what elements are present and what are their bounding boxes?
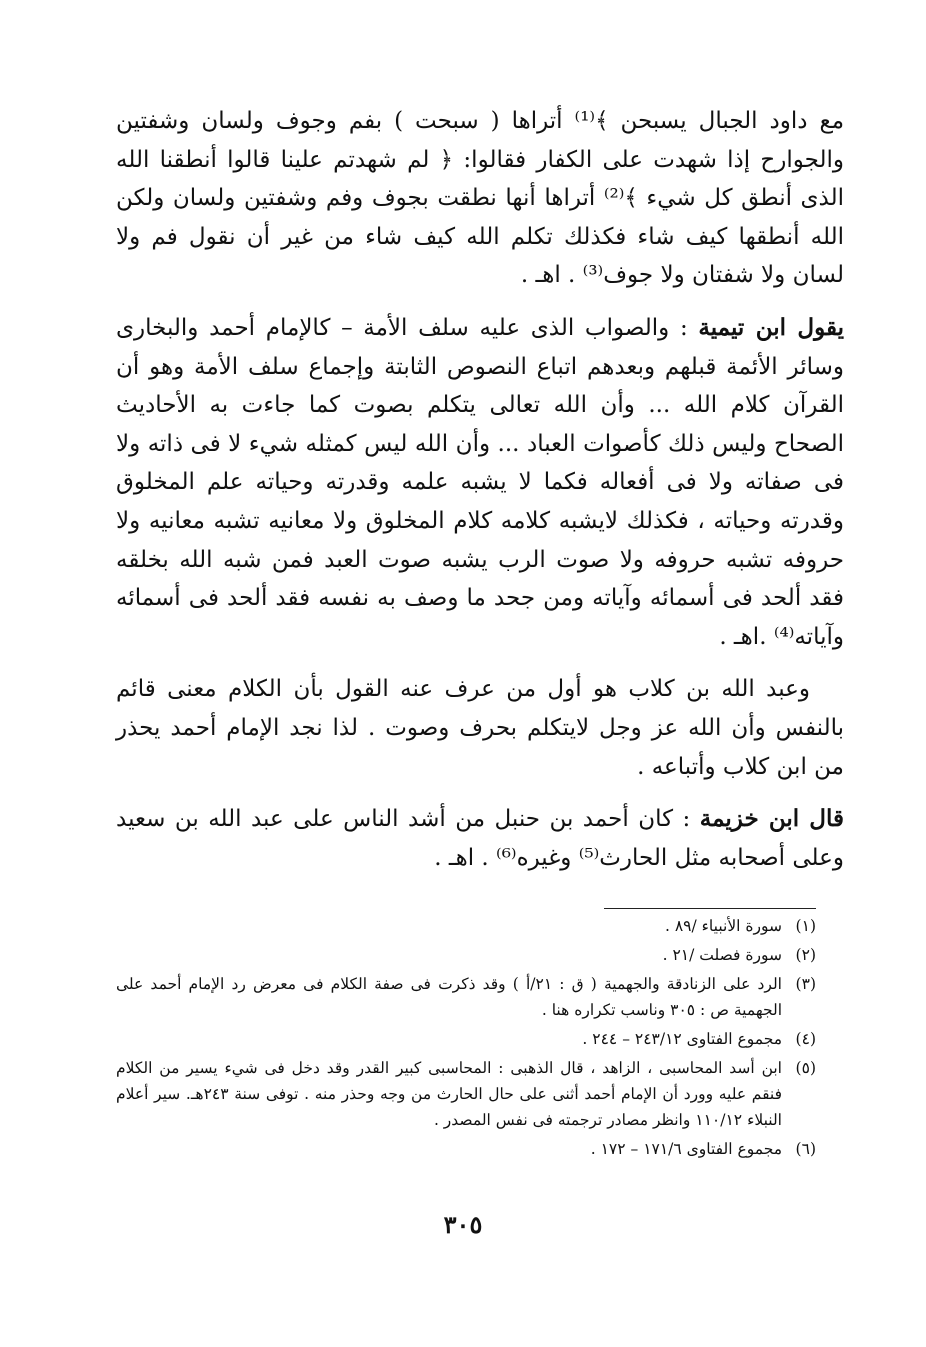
main-text: [116, 102, 844, 891]
paragraph-3: [116, 670, 844, 786]
footnote-text: مجموع الفتاوى ١٧١/٦ – ١٧٢ .: [590, 1140, 782, 1158]
paragraph-2: [116, 309, 844, 656]
footnote-text: مجموع الفتاوى ٢٤٣/١٢ – ٢٤٤ .: [582, 1030, 782, 1048]
paragraph-2-lead: يقول ابن تيمية: [698, 313, 844, 341]
footnote-text: سورة فصلت /٢١ .: [662, 946, 782, 964]
footnote-2: [116, 942, 816, 968]
footnote-number: (١): [795, 917, 816, 935]
footnote-number: (٣): [795, 975, 816, 993]
footnote-5: [116, 1055, 816, 1133]
footnote-6: [116, 1136, 816, 1162]
footnote-4: [116, 1026, 816, 1052]
footnotes: [116, 908, 816, 1165]
paragraph-3-text: وعبد الله بن كلاب هو أول من عرف عنه القول بأن الكلام معنى قائم بالنفس وأن الله عز وجل لايتكلم بحرف وصوت . لذا نجد الإمام أحمد يحذر من ابن كلاب وأتباعه .: [116, 676, 844, 780]
footnote-divider: [604, 908, 816, 909]
paragraph-4-lead: قال ابن خزيمة: [699, 805, 844, 833]
footnote-1: [116, 913, 816, 939]
footnote-text: الرد على الزنادقة والجهمية ( ق : ٢١/أ ) وقد ذكرت فى صفة الكلام فى معرض رد الإمام أحمد على الجهمية ص : ٣٠٥ وناسب تكراره هنا .: [116, 975, 782, 1019]
footnote-3: [116, 971, 816, 1023]
paragraph-1: [116, 102, 844, 295]
page-number: ٣٠٥: [443, 1210, 483, 1239]
footnote-number: (٤): [795, 1030, 816, 1048]
paragraph-4: [116, 800, 844, 877]
footnote-number: (٢): [795, 946, 816, 964]
paragraph-4-text: : كان أحمد بن حنبل من أشد الناس على عبد الله بن سعيد وعلى أصحابه مثل الحارث⁽⁵⁾ وغيره⁽⁶⁾ . اهـ .: [116, 806, 844, 871]
footnote-text: ابن أسد المحاسبى ، الزاهد ، قال الذهبى : المحاسبى كبير القدر وقد دخل فى شيء يسير من الكلام فنقم عليه وورد أن الإمام أحمد أثنى على حال الحارث من وجه وحذر منه . توفى سنة ٢٤٣هـ. سير أعلام النبلاء ١١٠/١٢ وانظر مصادر ترجمته فى نفس المصدر .: [116, 1059, 782, 1129]
paragraph-1-text: مع داود الجبال يسبحن ﴾⁽¹⁾ أتراها ( سبحت ) بفم وجوف ولسان وشفتين والجوارح إذا شهدت على الكفار فقالوا: ﴿ لم شهدتم علينا قالوا أنطقنا الله الذى أنطق كل شيء ﴾⁽²⁾ أتراها أنها نطقت بجوف وفم وشفتين ولسان ولكن الله أنطقها كيف شاء فكذلك تكلم الله كيف شاء من غير أن نقول فم ولا لسان ولا شفتان ولا جوف⁽³⁾ . اهـ .: [116, 108, 845, 289]
footnote-number: (٦): [795, 1140, 816, 1158]
footnote-text: سورة الأنبياء /٨٩ .: [664, 917, 782, 935]
footnote-number: (٥): [795, 1059, 816, 1077]
paragraph-2-text: : والصواب الذى عليه سلف الأمة – كالإمام أحمد والبخارى وسائر الأئمة قبلهم وبعدهم اتباع النصوص الثابتة وإجماع سلف الأمة وهو أن القرآن كلام الله ... وأن الله تعالى يتكلم بصوت كما جاءت به الأحاديث الصحاح وليس ذلك كأصوات العباد ... وأن الله ليس كمثله شيء لا فى ذاته ولا فى صفاته ولا فى أفعاله فكما لا يشبه علمه وقدرته وحياته علم المخلوق وقدرته وحياته ، فكذلك لايشبه كلامه كلام المخلوق ولا معانيه تشبه معانيه ولا حروفه تشبه حروفه ولا صوت الرب يشبه صوت العبد فمن شبه الله بخلقه فقد ألحد فى أسمائه وآياته ومن جحد ما وصف به نفسه فقد ألحد فى أسمائه وآياته⁽⁴⁾ .اهـ .: [116, 314, 844, 650]
